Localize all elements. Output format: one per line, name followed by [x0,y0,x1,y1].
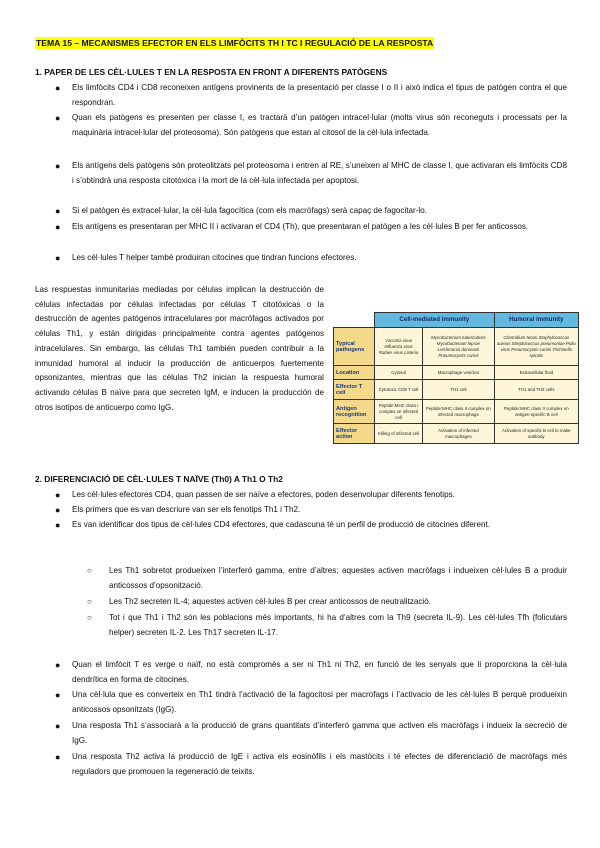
circle-bullet-icon: ○ [87,566,92,575]
table-cell: TH1 cell [423,380,494,400]
table-cell: Extracellular fluid [494,366,578,380]
table-cell: Killing of infected cell [375,424,423,444]
table-cell: Macrophage vesicles [423,366,494,380]
list-item: ● Les cèl·lules T helper també produiran citocines que tindran funcions efectores. [72,251,567,266]
table-cell: Peptide:MHC class I complex on infected cell [375,400,423,424]
row-label: Effector T cell [334,380,375,400]
list-item: ● Quan els patògens es presenten per classe I, es tractarà d’un patògen intracel·lular (molts virus són reconeguts i processats per la maquinària intracel·lular del proteosoma). Són patògens que estan al citosol de la cèl·lula infectada. [55,113,567,137]
bullet-icon: ● [55,505,61,515]
list-item: ● Una resposta Th1 s’associarà a la producció de grans quantitats d’interferó gamma que activen els macròfags i indueix la secreció de IgG. [55,721,567,745]
table-cell: Vaccinia virus Influenza virus Rabies virus Listeria [375,328,423,366]
bullet-icon: ● [55,520,61,530]
list-item: ● Una cèl·lula que es converteix en Th1 tindrà l’activació de la fagocitosi per macrofags i l’activacio de les cèl·lules B perquè produeixin anticossos opsonitzats (IgG). [55,690,567,714]
row-label: Location [334,366,375,380]
table-cell: Clostridium tetani Staphylococcus aureus Streptococcus pneumoniae Polio virus Pneumocystis carinii Trichinella spiralis [494,328,578,366]
list-item: ● Els primers que es van descriure van ser els fenotips Th1 i Th2. [72,503,567,518]
immunity-table [333,312,579,444]
table-cell: Peptide:MHC class II complex on infected macrophage [423,400,494,424]
circle-bullet-icon: ○ [87,613,92,622]
list-item: ● Si el patògen és extracel·lular, la cèl·lula fagocítica (com els macròfags) serà capaç de fagocitar-lo. [72,204,567,219]
list-item: ● Els antígens es presentaran per MHC II i activaran el CD4 (Th), que presentaran el patògen a les cèl·lules B per fer anticossos. [72,220,567,235]
immunity-figure [333,312,579,444]
row-label: Typical pathogens [334,328,375,366]
spanish-paragraph: Las respuestas inmunitarias mediadas por células implican la destrucción de células infectadas por células infectadas por células T citotóxicas o la destrucción de agentes patógenos intracelulares por macrófagos activados por células Th1, y están dirigidas principalmente contra agentes patógenos intracelulares. Sin embargo, las células Th1 también pueden contribuir a la inmunidad humoral al inducir la producción de anticuerpos fuertemente opsonizantes, mientras que las células Th2 inician la respuesta humoral activando células B naïve para que secreten IgM, e inducen la producción de otros isotipos de anticuerpo como IgG. [35,285,324,412]
list-item: ● Es van identificar dos tipus de cèl·lules CD4 efectores, que cadascuna té un perfil de producció de citocines diferent. [72,518,567,533]
bullet-icon: ● [55,222,61,232]
bullet-icon: ● [55,113,61,123]
bullet-icon: ● [55,721,61,731]
row-label: Antigen recognition [334,400,375,424]
section-2-heading: 2. DIFERENCIACIÓ DE CÈL·LULES T NAÏVE (Th0) A Th1 O Th2 [35,474,283,484]
cell-mediated-header: Cell-mediated immunity [375,313,495,328]
row-label: Effector action [334,424,375,444]
bullet-icon: ● [55,161,61,171]
bullet-icon: ● [55,253,61,263]
sub-list-item: ○ Tot i que Th1 i Th2 són les poblacions més importants, hi ha d’altres com la Th9 (secreta IL-9). Les cèl·lules Tfh (foliculars helper) secreten IL-2. Les Th17 secreten IL-17. [87,613,567,637]
section-1-heading: 1. PAPER DE LES CÈL·LULES T EN LA RESPOSTA EN FRONT A DIFERENTS PATÒGENS [35,67,388,77]
bullet-icon: ● [55,490,61,500]
page-title: TEMA 15 – MECANISMES EFECTOR EN ELS LIMFÒCITS TH I TC I REGULACIÓ DE LA RESPOSTA [36,38,434,48]
bullet-icon: ● [55,690,61,700]
table-cell: Cytosol [375,366,423,380]
sub-list-item: ○ Les Th1 sobretot produeixen l’interferó gamma, entre d’altres; aquestes activen macròfags i indueixen cèl·lules B a produir anticossos d’opsonització. [87,566,567,590]
circle-bullet-icon: ○ [87,597,92,606]
bullet-icon: ● [55,660,61,670]
table-cell: Activation of infected macrophages [423,424,494,444]
bullet-icon: ● [55,206,61,216]
list-item: ● Quan el limfòcit T es verge o naïf, no està compromès a ser ni Th1 ni Th2, en funció de les senyals que li proporciona la cèl·lula dendrítica en forma de citocines. [55,660,567,684]
list-item: ● Les cèl·lules efectores CD4, quan passen de ser naïve a efectores, poden desenvolupar diferents fenotips. [72,488,567,503]
sub-list-item: ○ Les Th2 secreten IL-4; aquestes activen cèl·lules B per crear anticossos de neutralització. [109,595,567,610]
humoral-header: Humoral immunity [494,313,578,328]
bullet-icon: ● [55,752,61,762]
list-item: ● Una resposta Th2 activa la producció de IgE i activa els eosinòfils i els mastòcits i té efectes de diferenciació de macròfags més reguladors que promouen la regeneració de teixits. [55,752,567,776]
table-cell: TH1 and TH2 cells [494,380,578,400]
list-item: ● Els limfòcits CD4 i CD8 reconeixen antígens provinents de la presentació per classe I o II i això indica el tipus de patògen contra el que respondran. [55,83,567,107]
list-item: ● Els antígens dels patògens són proteolitzats pel proteosoma i entren al RE, s’uneixen al MHC de classe I, que activaran els limfòcits CD8 i s’obtindrà una resposta citotòxica i la mort de la cèl·lula infectada per apoptosi. [55,161,567,185]
table-cell: Mycobacterium tuberculosis Mycobacterium leprae Leishmania donovani Pneumocystis carinii [423,328,494,366]
table-cell: Peptide:MHC class II complex on antigen-specific B cell [494,400,578,424]
bullet-icon: ● [55,83,61,93]
table-cell: Activation of specific B cell to make antibody [494,424,578,444]
table-cell: Cytotoxic CD8 T cell [375,380,423,400]
